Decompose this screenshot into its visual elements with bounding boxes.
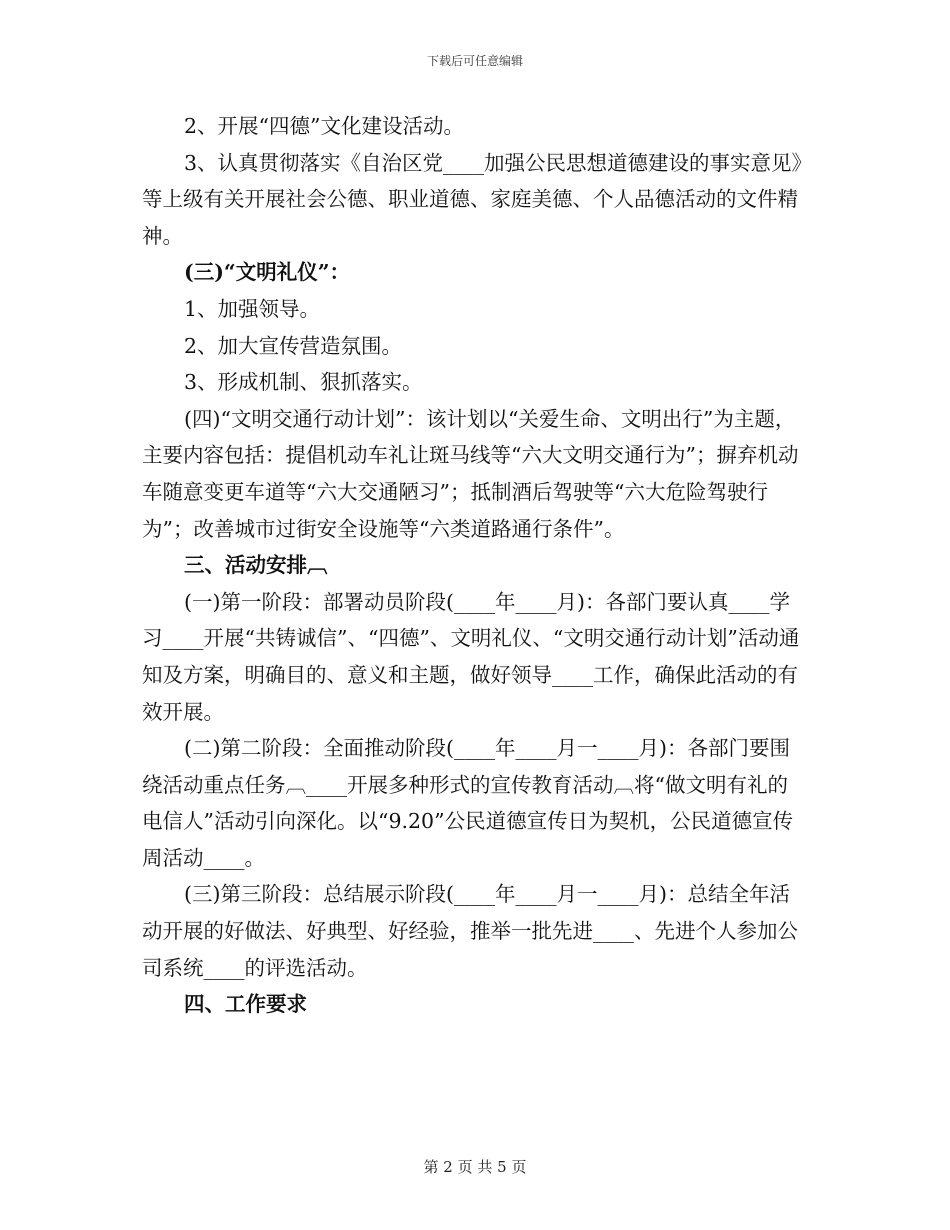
paragraph-stage-3: (三)第三阶段：总结展示阶段(____年____月一____月)：总结全年活动开展的好做法、好典型、好经验，推举一批先进____、先进个人参加公司系统____的评选活动。	[142, 882, 798, 980]
paragraph-4: 1、加强领导。	[184, 296, 321, 321]
paragraph-traffic-plan: (四)“文明交通行动计划”：该计划以“关爱生命、文明出行”为主题，主要内容包括：提倡机动车礼让斑马线等“六大文明交通行为”；摒弃机动车随意变更车道等“六大交通陋习”；抵制酒后驾驶等“六大危险驾驶行为”；改善城市过街安全设施等“六类道路通行条件”。	[142, 406, 799, 541]
paragraph-2: 3、认真贯彻落实《自治区党____加强公民思想道德建设的事实意见》等上级有关开展社会公德、职业道德、家庭美德、个人品德活动的文件精神。	[142, 150, 802, 248]
paragraph-stage-2: (二)第二阶段：全面推动阶段(____年____月一____月)：各部门要围绕活动重点任务︹____开展多种形式的宣传教育活动︹将“做文明有礼的电信人”活动引向深化。以“9.20”公民道德宣传日为契机，公民道德宣传周活动____。	[142, 736, 794, 870]
paragraph-6: 3、形成机制、狠抓落实。	[184, 370, 423, 395]
section-heading-etiquette: (三)“文明礼仪”：	[184, 260, 350, 285]
paragraph-5: 2、加大宣传营造氛围。	[184, 333, 403, 358]
section-heading-requirements: 四、工作要求	[184, 992, 307, 1017]
paragraph-1: 2、开展“四德”文化建设活动。	[184, 114, 465, 138]
document-body	[142, 108, 808, 1023]
page-number: 第 2 页 共 5 页	[423, 1158, 527, 1176]
section-heading-arrangement: 三、活动安排︹	[184, 553, 328, 578]
page-header-note: 下载后可任意编辑	[426, 54, 523, 68]
paragraph-stage-1: (一)第一阶段：部署动员阶段(____年____月)：各部门要认真____学习____开展“共铸诚信”、“四德”、文明礼仪、“文明交通行动计划”活动通知及方案，明确目的、意义和主题，做好领导____工作，确保此活动的有效开展。	[142, 589, 800, 724]
